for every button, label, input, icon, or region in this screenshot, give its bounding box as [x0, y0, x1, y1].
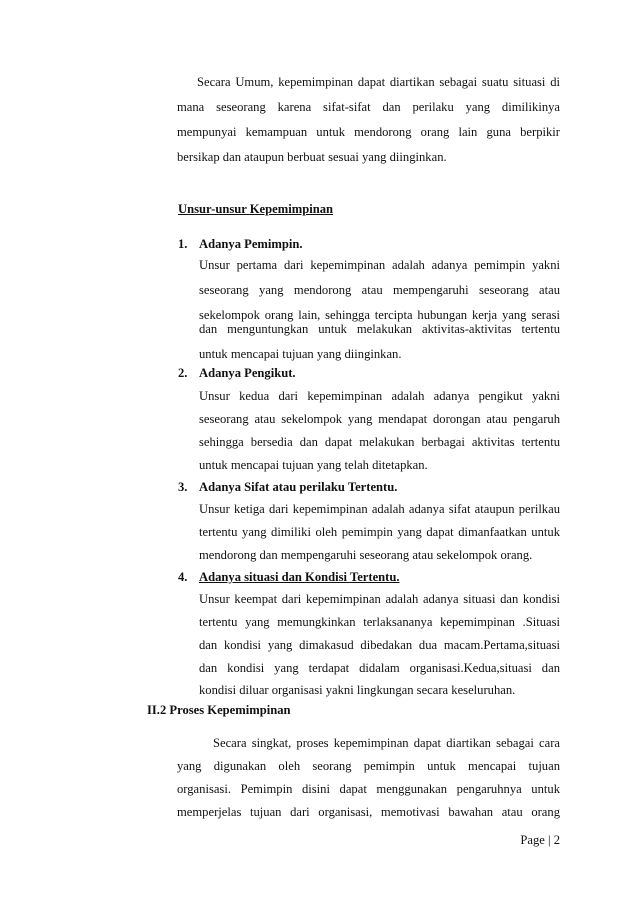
item-1-line-3: sekelompok orang lain, sehingga tercipta hubungan kerja yang serasi: [199, 308, 560, 322]
item-2-line-1: Unsur kedua dari kepemimpinan adalah adanya pengikut yakni: [199, 389, 560, 403]
proses-line-2: yang digunakan oleh seorang pemimpin untuk mencapai tujuan: [177, 759, 560, 773]
intro-line-2: mana seseorang karena sifat-sifat dan perilaku yang dimilikinya: [177, 100, 560, 114]
item-2-title: Adanya Pengikut.: [199, 366, 296, 380]
proses-heading: II.2 Proses Kepemimpinan: [147, 703, 291, 717]
item-3-line-1: Unsur ketiga dari kepemimpinan adalah adanya sifat ataupun perilkau: [199, 502, 560, 516]
proses-line-3: organisasi. Pemimpin disini dapat menggunakan pengaruhnya untuk: [177, 782, 560, 796]
item-2-line-4: untuk mencapai tujuan yang telah ditetapkan.: [199, 458, 428, 472]
item-1-line-2: seseorang yang mendorong atau mempengaruhi seseorang atau: [199, 283, 560, 297]
item-4-line-3: dan kondisi yang dimakasud dibedakan dua macam.Pertama,situasi: [199, 638, 560, 652]
item-1-line-4: dan menguntungkan untuk melakukan aktivitas-aktivitas tertentu: [199, 322, 560, 336]
item-2-line-3: sehingga bersedia dan dapat melakukan berbagai aktivitas tertentu: [199, 435, 560, 449]
intro-line-1: Secara Umum, kepemimpinan dapat diartikan sebagai suatu situasi di: [197, 75, 560, 89]
item-4-line-1: Unsur keempat dari kepemimpinan adalah adanya situasi dan kondisi: [199, 592, 560, 606]
item-4-title: Adanya situasi dan Kondisi Tertentu.: [199, 570, 400, 584]
page-number: Page | 2: [520, 833, 560, 847]
item-4-number: 4.: [178, 570, 188, 584]
item-1-line-1: Unsur pertama dari kepemimpinan adalah adanya pemimpin yakni: [199, 258, 560, 272]
item-1-line-5: untuk mencapai tujuan yang diinginkan.: [199, 347, 402, 361]
intro-line-3: mempunyai kemampuan untuk mendorong orang lain guna berpikir: [177, 125, 560, 139]
proses-line-1: Secara singkat, proses kepemimpinan dapat diartikan sebagai cara: [213, 736, 560, 750]
item-4-line-2: tertentu yang memungkinkan terlaksananya kepemimpinan .Situasi: [199, 615, 560, 629]
item-4-line-4: dan kondisi yang terdapat didalam organisasi.Kedua,situasi dan: [199, 661, 560, 675]
item-3-line-2: tertentu yang dimiliki oleh pemimpin yang dapat dimanfaatkan untuk: [199, 525, 560, 539]
item-2-line-2: seseorang atau sekelompok yang mendapat dorongan atau pengaruh: [199, 412, 560, 426]
item-3-title: Adanya Sifat atau perilaku Tertentu.: [199, 480, 398, 494]
unsur-heading: Unsur-unsur Kepemimpinan: [178, 202, 334, 216]
item-3-number: 3.: [178, 480, 188, 494]
item-1-number: 1.: [178, 237, 188, 251]
item-2-number: 2.: [178, 366, 188, 380]
item-1-title: Adanya Pemimpin.: [199, 237, 303, 251]
intro-line-4: bersikap dan ataupun berbuat sesuai yang diinginkan.: [177, 150, 447, 164]
proses-line-4: memperjelas tujuan dari organisasi, memotivasi bawahan atau orang: [177, 805, 560, 819]
item-3-line-3: mendorong dan mempengaruhi seseorang atau sekelompok orang.: [199, 548, 533, 562]
item-4-line-5: kondisi diluar organisasi yakni lingkungan secara keseluruhan.: [199, 683, 516, 697]
